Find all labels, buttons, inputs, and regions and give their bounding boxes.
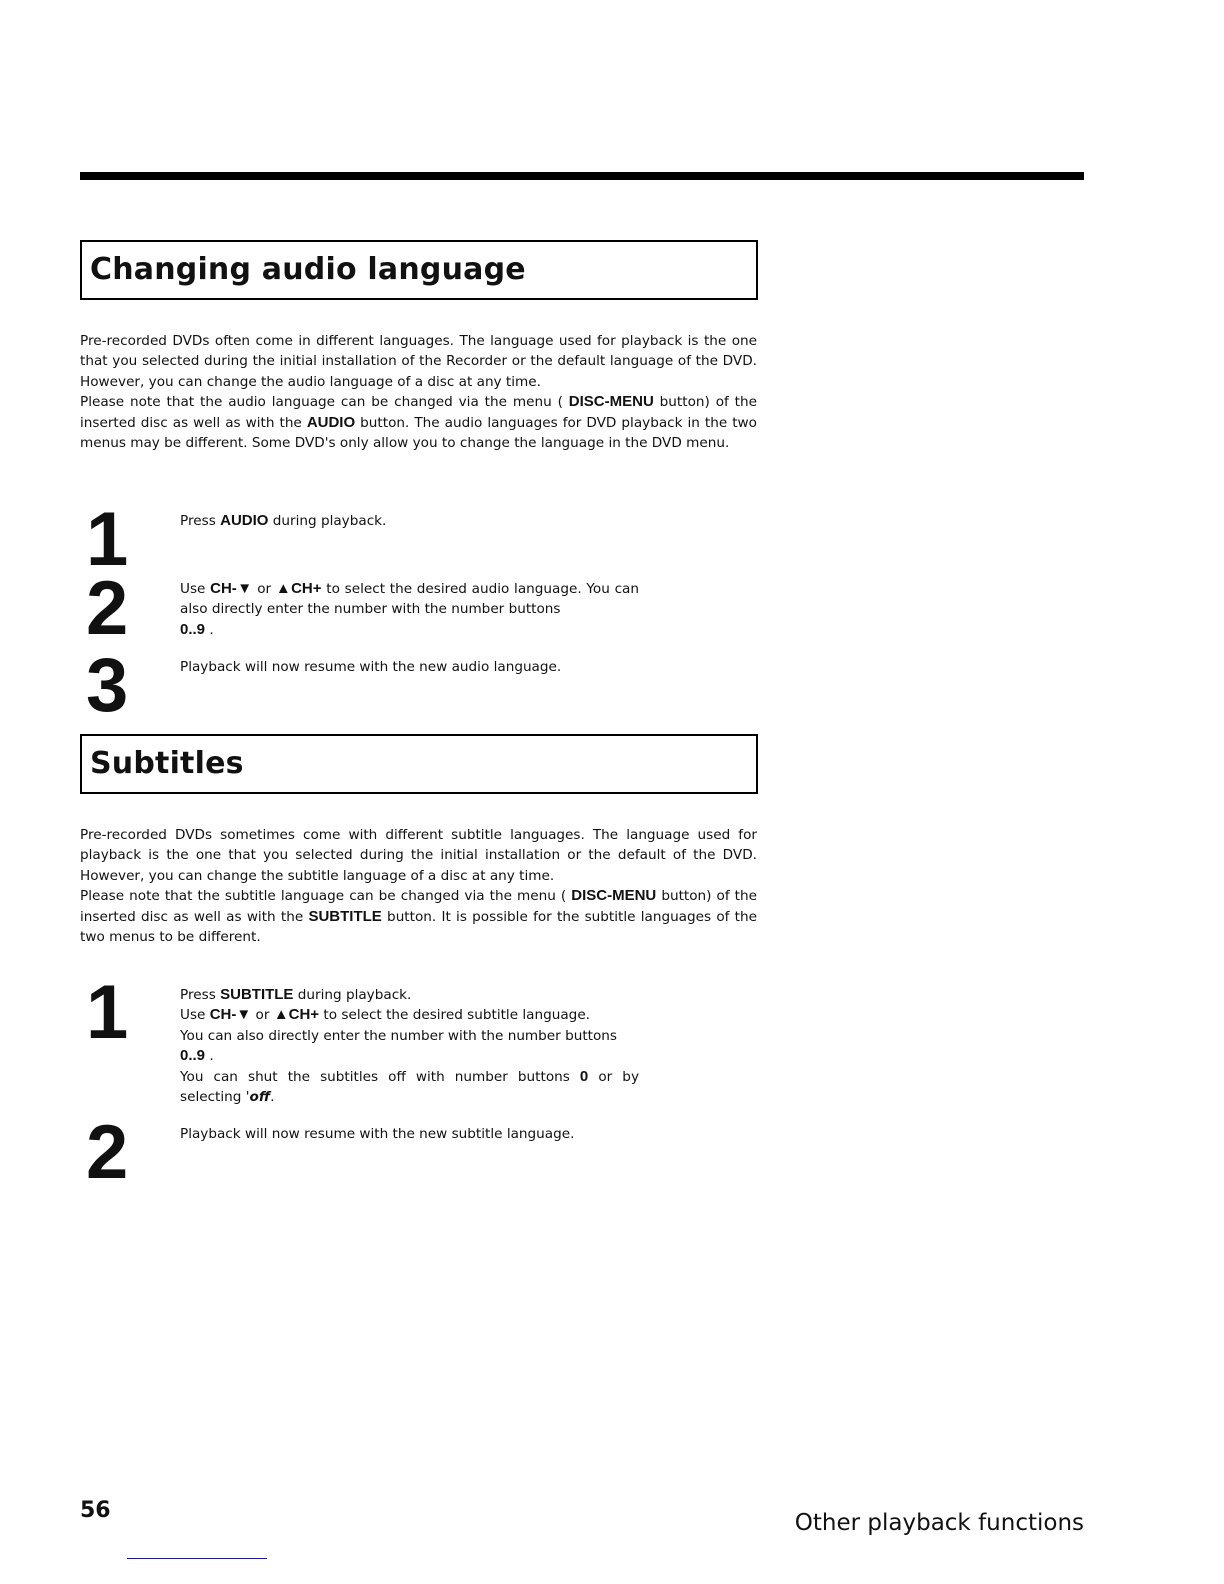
step-number: 2 bbox=[86, 566, 129, 651]
step-number: 1 bbox=[86, 497, 129, 582]
heading-title: Changing audio language bbox=[90, 252, 526, 287]
heading-title: Subtitles bbox=[90, 746, 244, 781]
audio-intro bbox=[80, 331, 757, 453]
paragraph: Pre-recorded DVDs often come in different languages. The language used for playback is the one that you selected during the initial installation of the Recorder or the default language of the DVD. However, you can change the audio language of a disc at any time. bbox=[80, 333, 757, 390]
step-number: 1 bbox=[86, 970, 129, 1055]
footer-link-line bbox=[127, 1558, 267, 1559]
section-heading-subtitles bbox=[80, 734, 758, 794]
step-text: Playback will now resume with the new audio language. bbox=[180, 659, 562, 675]
section-name: Other playback functions bbox=[794, 1510, 1084, 1536]
step-text: Use CH-▼ or ▲CH+ to select the desired audio language. You can also directly enter the number with the number buttons 0..9 . bbox=[180, 580, 639, 638]
step-text: Playback will now resume with the new subtitle language. bbox=[180, 1126, 575, 1142]
step-number: 2 bbox=[86, 1110, 129, 1195]
section-heading-audio bbox=[80, 240, 758, 300]
step-number: 3 bbox=[86, 643, 129, 728]
page-number: 56 bbox=[80, 1498, 111, 1523]
paragraph: Please note that the audio language can be changed via the menu ( DISC-MENU button) of the inserted disc as well as with the AUDIO button. The audio languages for DVD playback in the two menus may be different. Some DVD's only allow you to change the language in the DVD menu. bbox=[80, 393, 757, 452]
step-text: Press SUBTITLE during playback. Use CH-▼ or ▲CH+ to select the desired subtitle language. You can also directly enter the number with the number buttons 0..9 . You can shut the subtitles off with number buttons 0 or by selecting 'off. bbox=[180, 986, 639, 1106]
top-rule bbox=[80, 172, 1084, 180]
paragraph: Please note that the subtitle language can be changed via the menu ( DISC-MENU button) of the inserted disc as well as with the SUBTITLE button. It is possible for the subtitle languages of the two menus to be different. bbox=[80, 887, 757, 946]
step-text: Press AUDIO during playback. bbox=[180, 512, 387, 529]
paragraph: Pre-recorded DVDs sometimes come with different subtitle languages. The language used for playback is the one that you selected during the initial installation or the default of the DVD. However, you can change the subtitle language of a disc at any time. bbox=[80, 827, 757, 884]
subtitles-intro bbox=[80, 825, 757, 947]
